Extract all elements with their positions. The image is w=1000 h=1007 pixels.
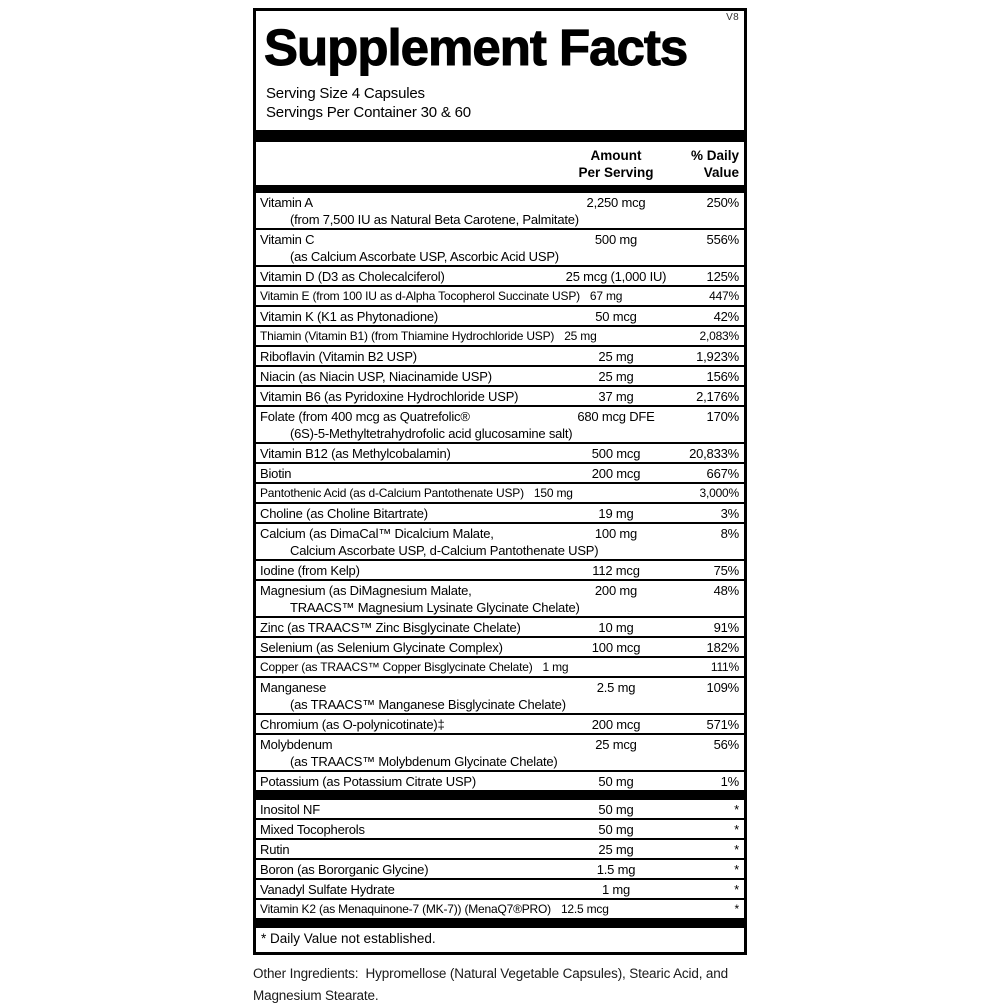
nutrient-name: Vitamin D (D3 as Cholecalciferol) <box>260 269 445 284</box>
daily-value: 48% <box>713 583 739 598</box>
nutrient-name: Magnesium (as DiMagnesium Malate, <box>260 583 472 598</box>
divider-bar-header <box>256 185 744 193</box>
nutrient-row <box>256 579 744 616</box>
dv-column-header <box>681 147 739 181</box>
nutrient-name: Selenium (as Selenium Glycinate Complex) <box>260 640 503 655</box>
amount-value: 25 mg <box>564 329 597 343</box>
nutrient-row <box>256 559 744 579</box>
nutrient-name: Vitamin K2 (as Menaquinone-7 (MK-7)) (MenaQ7®PRO) <box>260 902 551 916</box>
nutrient-row <box>256 345 744 365</box>
amount-value: 37 mg <box>598 389 634 404</box>
amount-value: 1 mg <box>601 882 631 897</box>
nutrient-row <box>256 770 744 790</box>
nutrient-name: Iodine (from Kelp) <box>260 563 360 578</box>
daily-value: * <box>734 902 739 916</box>
nutrient-row <box>256 616 744 636</box>
nutrient-name: Vitamin K (K1 as Phytonadione) <box>260 309 439 324</box>
daily-value: * <box>734 822 739 837</box>
nutrient-name: Copper (as TRAACS™ Copper Bisglycinate Chelate) <box>260 660 533 674</box>
amount-value: 150 mg <box>533 486 573 500</box>
nutrient-subname: (from 7,500 IU as Natural Beta Carotene, Palmitate) <box>290 212 579 227</box>
nutrient-name: Calcium (as DimaCal™ Dicalcium Malate, <box>260 526 494 541</box>
nutrient-name: Chromium (as O-polynicotinate)‡ <box>260 717 445 732</box>
amount-column-header <box>551 147 681 181</box>
nutrient-row <box>256 858 744 878</box>
amount-value: 25 mcg <box>595 737 637 752</box>
nutrient-subname: (6S)-5-Methyltetrahydrofolic acid glucosamine salt) <box>290 426 573 441</box>
serving-info <box>266 84 744 122</box>
daily-value: 571% <box>706 717 739 732</box>
amount-value: 50 mg <box>598 802 634 817</box>
daily-value: 182% <box>706 640 739 655</box>
daily-value: 20,833% <box>689 446 739 461</box>
nutrient-name: Rutin <box>260 842 290 857</box>
other-ingredients <box>253 963 753 1007</box>
daily-value: 56% <box>713 737 739 752</box>
nutrient-name: Zinc (as TRAACS™ Zinc Bisglycinate Chelate) <box>260 620 521 635</box>
amount-value: 12.5 mcg <box>560 902 609 916</box>
nutrient-subname: (as TRAACS™ Molybdenum Glycinate Chelate) <box>290 754 558 769</box>
supplement-facts-panel <box>253 8 747 955</box>
nutrient-name: Pantothenic Acid (as d-Calcium Pantothenate USP) <box>260 486 524 500</box>
amount-value: 25 mcg (1,000 IU) <box>565 269 667 284</box>
daily-value: 156% <box>706 369 739 384</box>
other-ingredients-line2: Magnesium Stearate. <box>253 988 379 1003</box>
daily-value: 667% <box>706 466 739 481</box>
nutrient-name: Molybdenum <box>260 737 333 752</box>
daily-value: * <box>734 862 739 877</box>
dv-header-line1: % Daily <box>690 148 739 163</box>
daily-value: 3,000% <box>699 486 739 500</box>
nutrient-subname: Calcium Ascorbate USP, d-Calcium Pantothenate USP) <box>290 543 599 558</box>
amount-value: 1.5 mg <box>596 862 636 877</box>
nutrient-row <box>256 522 744 559</box>
nutrient-name: Inositol NF <box>260 802 320 817</box>
daily-value: 109% <box>706 680 739 695</box>
divider-bar-top <box>256 130 744 142</box>
nutrient-row <box>256 265 744 285</box>
daily-value: 2,176% <box>696 389 739 404</box>
nutrient-subname: (as TRAACS™ Manganese Bisglycinate Chelate) <box>290 697 566 712</box>
nutrient-row <box>256 442 744 462</box>
nutrient-name: Manganese <box>260 680 327 695</box>
nutrient-name: Potassium (as Potassium Citrate USP) <box>260 774 477 789</box>
nutrient-row <box>256 636 744 656</box>
daily-value: 1,923% <box>696 349 739 364</box>
nutrient-row <box>256 325 744 345</box>
nutrient-row <box>256 365 744 385</box>
daily-value: 125% <box>706 269 739 284</box>
daily-value: 250% <box>706 195 739 210</box>
nutrient-name: Vanadyl Sulfate Hydrate <box>260 882 395 897</box>
nutrient-row <box>256 800 744 818</box>
daily-value: * <box>734 882 739 897</box>
daily-value: 2,083% <box>699 329 739 343</box>
amount-value: 100 mg <box>594 526 638 541</box>
amount-value: 67 mg <box>589 289 623 303</box>
other-nutrient-table <box>256 800 744 918</box>
servings-per-container: Servings Per Container 30 & 60 <box>266 104 471 121</box>
amount-value: 200 mg <box>594 583 638 598</box>
daily-value: 447% <box>709 289 739 303</box>
amount-value: 2.5 mg <box>596 680 636 695</box>
nutrient-name: Folate (from 400 mcg as Quatrefolic® <box>260 409 470 424</box>
daily-value: 111% <box>710 660 739 674</box>
version-tag: V8 <box>726 12 739 23</box>
nutrient-row <box>256 482 744 502</box>
amount-value: 50 mcg <box>595 309 637 324</box>
nutrient-row <box>256 285 744 305</box>
nutrient-row <box>256 305 744 325</box>
daily-value: 8% <box>720 526 739 541</box>
panel-title: Supplement Facts <box>264 19 688 76</box>
divider-bar-other <box>256 790 744 800</box>
amount-value: 100 mcg <box>591 640 641 655</box>
daily-value: * <box>734 802 739 817</box>
nutrient-name: Vitamin C <box>260 232 315 247</box>
amount-value: 25 mg <box>598 842 634 857</box>
amount-value: 500 mg <box>594 232 638 247</box>
nutrient-row <box>256 838 744 858</box>
serving-size: Serving Size 4 Capsules <box>266 85 425 102</box>
daily-value: 75% <box>713 563 739 578</box>
amount-value: 25 mg <box>598 369 634 384</box>
amount-value: 10 mg <box>598 620 634 635</box>
amount-value: 200 mcg <box>591 717 641 732</box>
nutrient-row <box>256 405 744 442</box>
nutrient-row <box>256 656 744 676</box>
nutrient-row <box>256 878 744 898</box>
nutrient-table <box>256 193 744 790</box>
nutrient-name: Niacin (as Niacin USP, Niacinamide USP) <box>260 369 492 384</box>
nutrient-row <box>256 676 744 713</box>
amount-value: 50 mg <box>598 822 634 837</box>
daily-value: 170% <box>706 409 739 424</box>
nutrient-row <box>256 733 744 770</box>
nutrient-name: Biotin <box>260 466 292 481</box>
nutrient-subname: (as Calcium Ascorbate USP, Ascorbic Acid USP) <box>290 249 559 264</box>
footnote: * Daily Value not established. <box>261 931 436 946</box>
daily-value: 91% <box>713 620 739 635</box>
amount-header-line2: Per Serving <box>578 165 654 180</box>
column-headers <box>256 142 744 185</box>
other-ingredients-line1: Other Ingredients: Hypromellose (Natural Vegetable Capsules), Stearic Acid, and <box>253 966 729 981</box>
nutrient-row <box>256 502 744 522</box>
nutrient-name: Choline (as Choline Bitartrate) <box>260 506 428 521</box>
nutrient-name: Vitamin E (from 100 IU as d-Alpha Tocopherol Succinate USP) <box>260 289 580 303</box>
amount-header-line1: Amount <box>590 148 642 163</box>
amount-value: 19 mg <box>598 506 634 521</box>
amount-value: 25 mg <box>598 349 634 364</box>
dv-header-line2: Value <box>703 165 739 180</box>
daily-value: 556% <box>706 232 739 247</box>
divider-bar-footnote <box>256 918 744 928</box>
amount-value: 1 mg <box>542 660 569 674</box>
nutrient-row <box>256 228 744 265</box>
nutrient-name: Vitamin B12 (as Methylcobalamin) <box>260 446 451 461</box>
amount-value: 2,250 mcg <box>586 195 646 210</box>
amount-value: 200 mcg <box>591 466 641 481</box>
nutrient-name: Mixed Tocopherols <box>260 822 365 837</box>
nutrient-row <box>256 385 744 405</box>
amount-value: 500 mcg <box>591 446 641 461</box>
daily-value: 1% <box>720 774 739 789</box>
nutrient-row <box>256 713 744 733</box>
nutrient-name: Thiamin (Vitamin B1) (from Thiamine Hydrochloride USP) <box>260 329 555 343</box>
nutrient-row <box>256 462 744 482</box>
nutrient-name: Vitamin B6 (as Pyridoxine Hydrochloride USP) <box>260 389 519 404</box>
nutrient-row <box>256 898 744 918</box>
nutrient-name: Vitamin A <box>260 195 313 210</box>
daily-value: 3% <box>720 506 739 521</box>
daily-value: 42% <box>713 309 739 324</box>
nutrient-row <box>256 818 744 838</box>
amount-value: 50 mg <box>598 774 634 789</box>
nutrient-row <box>256 193 744 228</box>
amount-value: 112 mcg <box>592 563 640 578</box>
nutrient-subname: TRAACS™ Magnesium Lysinate Glycinate Chelate) <box>290 600 580 615</box>
daily-value: * <box>734 842 739 857</box>
amount-value: 680 mcg DFE <box>577 409 655 424</box>
nutrient-name: Riboflavin (Vitamin B2 USP) <box>260 349 417 364</box>
nutrient-name: Boron (as Bororganic Glycine) <box>260 862 429 877</box>
